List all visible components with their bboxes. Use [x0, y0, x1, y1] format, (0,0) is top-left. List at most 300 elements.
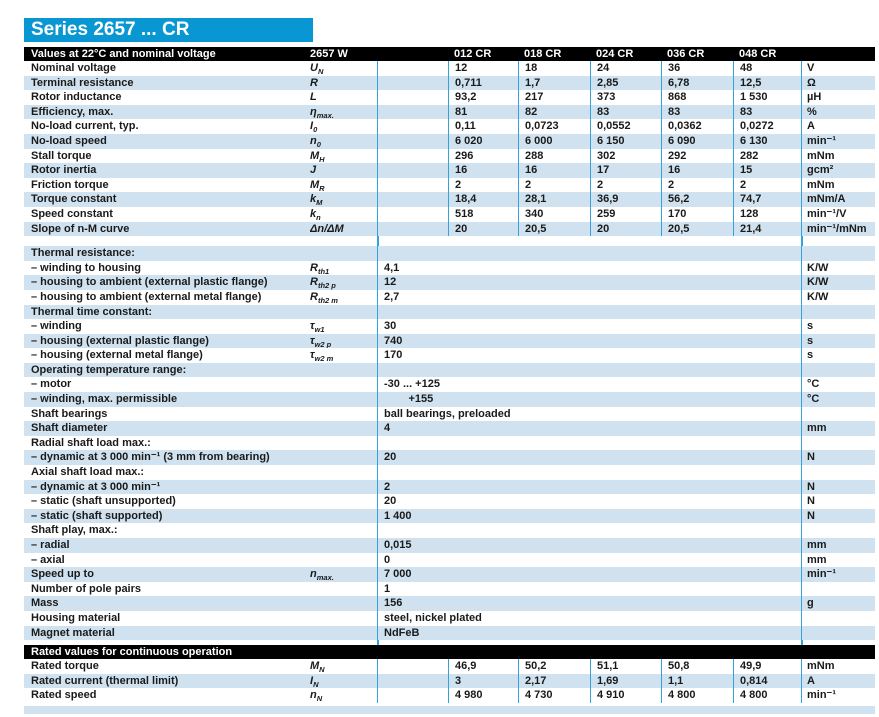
value-span-cell: [377, 465, 801, 480]
table-row: [24, 222, 875, 237]
symbol-base: τ: [310, 334, 315, 347]
value-cell: 2: [661, 178, 733, 193]
value-cell: 0,0272: [733, 119, 801, 134]
value-span-cell: [377, 523, 801, 538]
param-symbol: [310, 626, 377, 641]
param-symbol: [310, 305, 377, 320]
value-span-cell: 1 400: [377, 509, 801, 524]
value-cell: 16: [661, 163, 733, 178]
common-cell: [377, 119, 448, 134]
unit-cell: [801, 523, 875, 538]
unit-cell: [801, 305, 875, 320]
footer-highlight-strip: [24, 706, 875, 714]
symbol-subscript: th2 p: [317, 281, 336, 290]
table-row: [24, 465, 875, 480]
param-label: – housing to ambient (external metal flange): [31, 290, 262, 303]
unit-cell: [801, 611, 875, 626]
param-symbol: [310, 436, 377, 451]
value-cell: 0,814: [733, 674, 801, 689]
value-span-cell: 170: [377, 348, 801, 363]
value-cell: 82: [518, 105, 590, 120]
unit-cell: N: [801, 480, 875, 495]
symbol-base: I: [310, 674, 314, 687]
param-symbol: [310, 553, 377, 568]
column-header-012cr: 012 CR: [454, 48, 492, 60]
param-symbol: [310, 134, 377, 149]
table-row: [24, 553, 875, 568]
table-row: [24, 246, 875, 261]
value-cell: 868: [661, 90, 733, 105]
unit-cell: K/W: [801, 290, 875, 305]
param-symbol: [310, 319, 377, 334]
unit-cell: g: [801, 596, 875, 611]
param-symbol: [310, 207, 377, 222]
param-label: Slope of n-M curve: [31, 222, 130, 235]
symbol-base: I: [310, 120, 314, 133]
unit-cell: %: [801, 105, 875, 120]
value-cell: 20,5: [518, 222, 590, 237]
param-label: – static (shaft unsupported): [31, 495, 176, 508]
table-row: [24, 90, 875, 105]
mechanical-thermal-table: [24, 246, 875, 640]
value-cell: 296: [448, 149, 518, 164]
table-row: [24, 377, 875, 392]
param-label: Radial shaft load max.:: [31, 436, 151, 449]
table-row: [24, 363, 875, 378]
unit-cell: s: [801, 319, 875, 334]
unit-cell: N: [801, 450, 875, 465]
param-label: Operating temperature range:: [31, 363, 187, 376]
value-cell: 36: [661, 61, 733, 76]
param-label: Terminal resistance: [31, 76, 134, 89]
param-symbol: [310, 290, 377, 305]
value-cell: 1 530: [733, 90, 801, 105]
table-row: [24, 392, 875, 407]
rated-values-header-label: Rated values for continuous operation: [31, 646, 233, 659]
table-row: [24, 596, 875, 611]
value-cell: 259: [590, 207, 661, 222]
table-row: [24, 261, 875, 276]
symbol-base: n: [310, 134, 317, 147]
symbol-base: R: [310, 76, 318, 89]
value-span-cell: [377, 363, 801, 378]
value-cell: 50,2: [518, 659, 590, 674]
param-label: – motor: [31, 378, 72, 391]
unit-cell: A: [801, 674, 875, 689]
symbol-base: k: [310, 207, 317, 220]
value-cell: 12,5: [733, 76, 801, 91]
common-cell: [377, 222, 448, 237]
value-span-cell: 156: [377, 596, 801, 611]
table-row: [24, 494, 875, 509]
param-symbol: [310, 105, 377, 120]
value-span-cell: 7 000: [377, 567, 801, 582]
symbol-base: Δn/ΔM: [310, 222, 344, 235]
table-row: [24, 149, 875, 164]
param-symbol: [310, 465, 377, 480]
param-label: Friction torque: [31, 178, 109, 191]
param-label: Rated torque: [31, 660, 99, 673]
value-span-cell: 2: [377, 480, 801, 495]
param-symbol: [310, 407, 377, 422]
symbol-base: η: [310, 105, 317, 118]
unit-cell: Ω: [801, 76, 875, 91]
param-label: Housing material: [31, 611, 121, 624]
unit-cell: min⁻¹/V: [801, 207, 875, 222]
value-span-cell: 12: [377, 275, 801, 290]
table-row: [24, 538, 875, 553]
value-cell: 518: [448, 207, 518, 222]
param-label: – dynamic at 3 000 min⁻¹: [31, 480, 161, 493]
value-cell: 28,1: [518, 192, 590, 207]
value-cell: 340: [518, 207, 590, 222]
param-label: Speed constant: [31, 207, 113, 220]
table-row: [24, 178, 875, 193]
param-label: Axial shaft load max.:: [31, 466, 145, 479]
param-symbol: [310, 611, 377, 626]
section-gap: [24, 236, 875, 246]
param-symbol: [310, 119, 377, 134]
table-row: [24, 436, 875, 451]
param-label: Rated current (thermal limit): [31, 674, 179, 687]
common-cell: [377, 149, 448, 164]
table-row: [24, 348, 875, 363]
param-symbol: [310, 392, 377, 407]
value-cell: 20: [590, 222, 661, 237]
param-symbol: [310, 246, 377, 261]
param-symbol: [310, 582, 377, 597]
value-cell: 0,0723: [518, 119, 590, 134]
unit-cell: mm: [801, 421, 875, 436]
value-cell: 0,11: [448, 119, 518, 134]
unit-cell: N: [801, 494, 875, 509]
table-row: [24, 659, 875, 674]
value-cell: 18,4: [448, 192, 518, 207]
series-title-banner: [24, 18, 313, 42]
value-cell: 6 090: [661, 134, 733, 149]
symbol-subscript: 0: [316, 140, 321, 149]
value-cell: 0,0362: [661, 119, 733, 134]
symbol-base: U: [310, 62, 318, 74]
value-cell: 2: [733, 178, 801, 193]
param-label: – axial: [31, 553, 65, 566]
value-cell: 83: [661, 105, 733, 120]
value-cell: 217: [518, 90, 590, 105]
unit-cell: s: [801, 334, 875, 349]
symbol-subscript: N: [313, 679, 319, 689]
value-span-cell: -30 ... +125: [377, 377, 801, 392]
value-span-cell: 740: [377, 334, 801, 349]
table-row: [24, 290, 875, 305]
value-cell: 83: [733, 105, 801, 120]
value-cell: 1,1: [661, 674, 733, 689]
param-label: Stall torque: [31, 149, 92, 162]
value-cell: 373: [590, 90, 661, 105]
value-cell: 51,1: [590, 659, 661, 674]
table-row: [24, 582, 875, 597]
unit-cell: [801, 582, 875, 597]
param-label: Shaft play, max.:: [31, 524, 118, 537]
param-symbol: [310, 538, 377, 553]
param-symbol: [310, 61, 377, 76]
value-cell: 2: [590, 178, 661, 193]
param-label: Rated speed: [31, 689, 97, 702]
table-row: [24, 626, 875, 641]
value-cell: 81: [448, 105, 518, 120]
unit-cell: [801, 363, 875, 378]
value-cell: 17: [590, 163, 661, 178]
unit-cell: gcm²: [801, 163, 875, 178]
param-symbol: [310, 149, 377, 164]
electrical-values-table: [24, 61, 875, 236]
value-span-cell: 20: [377, 450, 801, 465]
table-row: [24, 509, 875, 524]
value-cell: 4 910: [590, 688, 661, 703]
unit-cell: mm: [801, 553, 875, 568]
column-header-024cr: 024 CR: [596, 48, 634, 60]
common-cell: [377, 61, 448, 76]
table-row: [24, 192, 875, 207]
param-symbol: [310, 523, 377, 538]
column-header-018cr: 018 CR: [524, 48, 562, 60]
value-cell: 24: [590, 61, 661, 76]
unit-cell: K/W: [801, 261, 875, 276]
symbol-subscript: R: [319, 183, 325, 193]
param-label: No-load current, typ.: [31, 120, 139, 133]
unit-cell: [801, 626, 875, 641]
value-cell: 20,5: [661, 222, 733, 237]
common-cell: [377, 90, 448, 105]
symbol-subscript: H: [319, 154, 325, 164]
table-row: [24, 688, 875, 703]
param-label: No-load speed: [31, 134, 107, 147]
datasheet-content: [24, 18, 875, 714]
value-span-cell: [377, 305, 801, 320]
symbol-subscript: max.: [316, 573, 334, 582]
value-cell: 2,85: [590, 76, 661, 91]
unit-cell: min⁻¹: [801, 688, 875, 703]
symbol-subscript: th2 m: [317, 296, 338, 305]
symbol-subscript: th1: [317, 266, 330, 276]
table-row: [24, 567, 875, 582]
param-symbol: [310, 674, 377, 689]
symbol-base: n: [310, 568, 317, 581]
value-span-cell: 2,7: [377, 290, 801, 305]
value-cell: 0,0552: [590, 119, 661, 134]
param-symbol: [310, 222, 377, 237]
table-row: [24, 275, 875, 290]
unit-cell: mNm: [801, 659, 875, 674]
column-header-036cr: 036 CR: [667, 48, 705, 60]
param-label: – housing (external plastic flange): [31, 334, 209, 347]
symbol-subscript: max.: [316, 110, 334, 120]
common-cell: [377, 674, 448, 689]
common-cell: [377, 134, 448, 149]
value-span-cell: 0,015: [377, 538, 801, 553]
value-cell: 3: [448, 674, 518, 689]
value-span-cell: 30: [377, 319, 801, 334]
value-span-cell: +155: [377, 392, 801, 407]
param-label: Thermal resistance:: [31, 247, 135, 260]
table-row: [24, 319, 875, 334]
value-cell: 48: [733, 61, 801, 76]
common-cell: [377, 192, 448, 207]
param-symbol: [310, 178, 377, 193]
value-cell: 49,9: [733, 659, 801, 674]
value-span-cell: 4,1: [377, 261, 801, 276]
value-cell: 83: [590, 105, 661, 120]
table-row: [24, 163, 875, 178]
table-row: [24, 421, 875, 436]
table-row: [24, 76, 875, 91]
value-cell: 292: [661, 149, 733, 164]
value-cell: 6 130: [733, 134, 801, 149]
table-row: [24, 134, 875, 149]
value-cell: 4 730: [518, 688, 590, 703]
unit-cell: °C: [801, 377, 875, 392]
unit-cell: [801, 246, 875, 261]
value-cell: 18: [518, 61, 590, 76]
unit-cell: mm: [801, 538, 875, 553]
symbol-base: L: [310, 91, 317, 104]
value-cell: 16: [448, 163, 518, 178]
symbol-subscript: w1: [314, 325, 325, 334]
param-symbol: [310, 421, 377, 436]
param-label: Rotor inertia: [31, 164, 97, 177]
value-cell: 20: [448, 222, 518, 237]
param-label: – housing (external metal flange): [31, 349, 203, 362]
param-label: – radial: [31, 539, 70, 551]
symbol-base: J: [310, 164, 317, 177]
table-row: [24, 407, 875, 422]
symbol-subscript: N: [317, 67, 324, 76]
param-label: – housing to ambient (external plastic flange): [31, 276, 268, 289]
param-symbol: [310, 688, 377, 703]
value-cell: 2: [518, 178, 590, 193]
value-cell: 16: [518, 163, 590, 178]
param-label: Mass: [31, 597, 59, 610]
column-header-unit-spacer: [801, 47, 875, 61]
param-symbol: [310, 192, 377, 207]
param-symbol: [310, 275, 377, 290]
param-label: Rotor inductance: [31, 91, 122, 104]
value-cell: 6,78: [661, 76, 733, 91]
value-span-cell: 1: [377, 582, 801, 597]
value-cell: 6 020: [448, 134, 518, 149]
symbol-subscript: w2 p: [314, 339, 332, 349]
value-cell: 93,2: [448, 90, 518, 105]
common-cell: [377, 688, 448, 703]
symbol-subscript: n: [316, 213, 321, 222]
value-cell: 21,4: [733, 222, 801, 237]
table-row: [24, 105, 875, 120]
param-symbol: [310, 494, 377, 509]
table-row: [24, 305, 875, 320]
param-symbol: [310, 659, 377, 674]
symbol-base: R: [310, 290, 318, 303]
unit-cell: K/W: [801, 275, 875, 290]
value-cell: 12: [448, 61, 518, 76]
value-cell: 128: [733, 207, 801, 222]
table-row: [24, 450, 875, 465]
unit-cell: mNm: [801, 178, 875, 193]
param-label: – winding to housing: [31, 261, 141, 274]
values-header-bar: [24, 47, 875, 61]
value-cell: 56,2: [661, 192, 733, 207]
symbol-base: M: [310, 178, 320, 191]
value-cell: 170: [661, 207, 733, 222]
table-row: [24, 207, 875, 222]
param-label: – winding: [31, 320, 82, 333]
value-cell: 36,9: [590, 192, 661, 207]
param-label: Shaft diameter: [31, 422, 108, 435]
value-cell: 50,8: [661, 659, 733, 674]
value-span-cell: 0: [377, 553, 801, 568]
symbol-subscript: M: [316, 198, 323, 207]
unit-cell: min⁻¹/mNm: [801, 222, 875, 237]
param-label: Speed up to: [31, 568, 94, 581]
symbol-base: R: [310, 261, 318, 274]
unit-cell: mNm/A: [801, 192, 875, 207]
column-header-048cr: 048 CR: [739, 48, 777, 60]
table-row: [24, 334, 875, 349]
common-cell: [377, 105, 448, 120]
value-cell: 15: [733, 163, 801, 178]
param-symbol: [310, 90, 377, 105]
value-cell: 2: [448, 178, 518, 193]
param-label: Thermal time constant:: [31, 305, 153, 318]
symbol-subscript: 0: [313, 125, 318, 134]
values-header-label: Values at 22°C and nominal voltage: [31, 48, 216, 60]
value-cell: 46,9: [448, 659, 518, 674]
value-span-cell: ball bearings, preloaded: [377, 407, 801, 422]
param-label: Shaft bearings: [31, 407, 108, 420]
value-span-cell: [377, 436, 801, 451]
symbol-subscript: N: [316, 694, 323, 703]
value-span-cell: 20: [377, 494, 801, 509]
value-span-cell: [377, 246, 801, 261]
param-symbol: [310, 480, 377, 495]
unit-cell: A: [801, 119, 875, 134]
unit-cell: mNm: [801, 149, 875, 164]
symbol-base: τ: [310, 320, 315, 333]
param-symbol: [310, 334, 377, 349]
param-symbol: [310, 76, 377, 91]
common-cell: [377, 659, 448, 674]
value-cell: 1,7: [518, 76, 590, 91]
value-span-cell: steel, nickel plated: [377, 611, 801, 626]
value-cell: 0,711: [448, 76, 518, 91]
param-label: – static (shaft supported): [31, 509, 163, 522]
model-family-label: 2657 W: [310, 48, 348, 60]
value-span-cell: NdFeB: [377, 626, 801, 641]
param-label: Number of pole pairs: [31, 582, 142, 595]
param-label: – winding, max. permissible: [31, 393, 178, 406]
common-cell: [377, 207, 448, 222]
table-row: [24, 674, 875, 689]
value-cell: 4 980: [448, 688, 518, 703]
unit-cell: min⁻¹: [801, 567, 875, 582]
param-symbol: [310, 163, 377, 178]
value-span-cell: 4: [377, 421, 801, 436]
value-cell: 4 800: [733, 688, 801, 703]
rated-values-table: [24, 659, 875, 703]
param-symbol: [310, 363, 377, 378]
unit-cell: min⁻¹: [801, 134, 875, 149]
param-symbol: [310, 261, 377, 276]
value-cell: 282: [733, 149, 801, 164]
param-label: Efficiency, max.: [31, 105, 114, 118]
